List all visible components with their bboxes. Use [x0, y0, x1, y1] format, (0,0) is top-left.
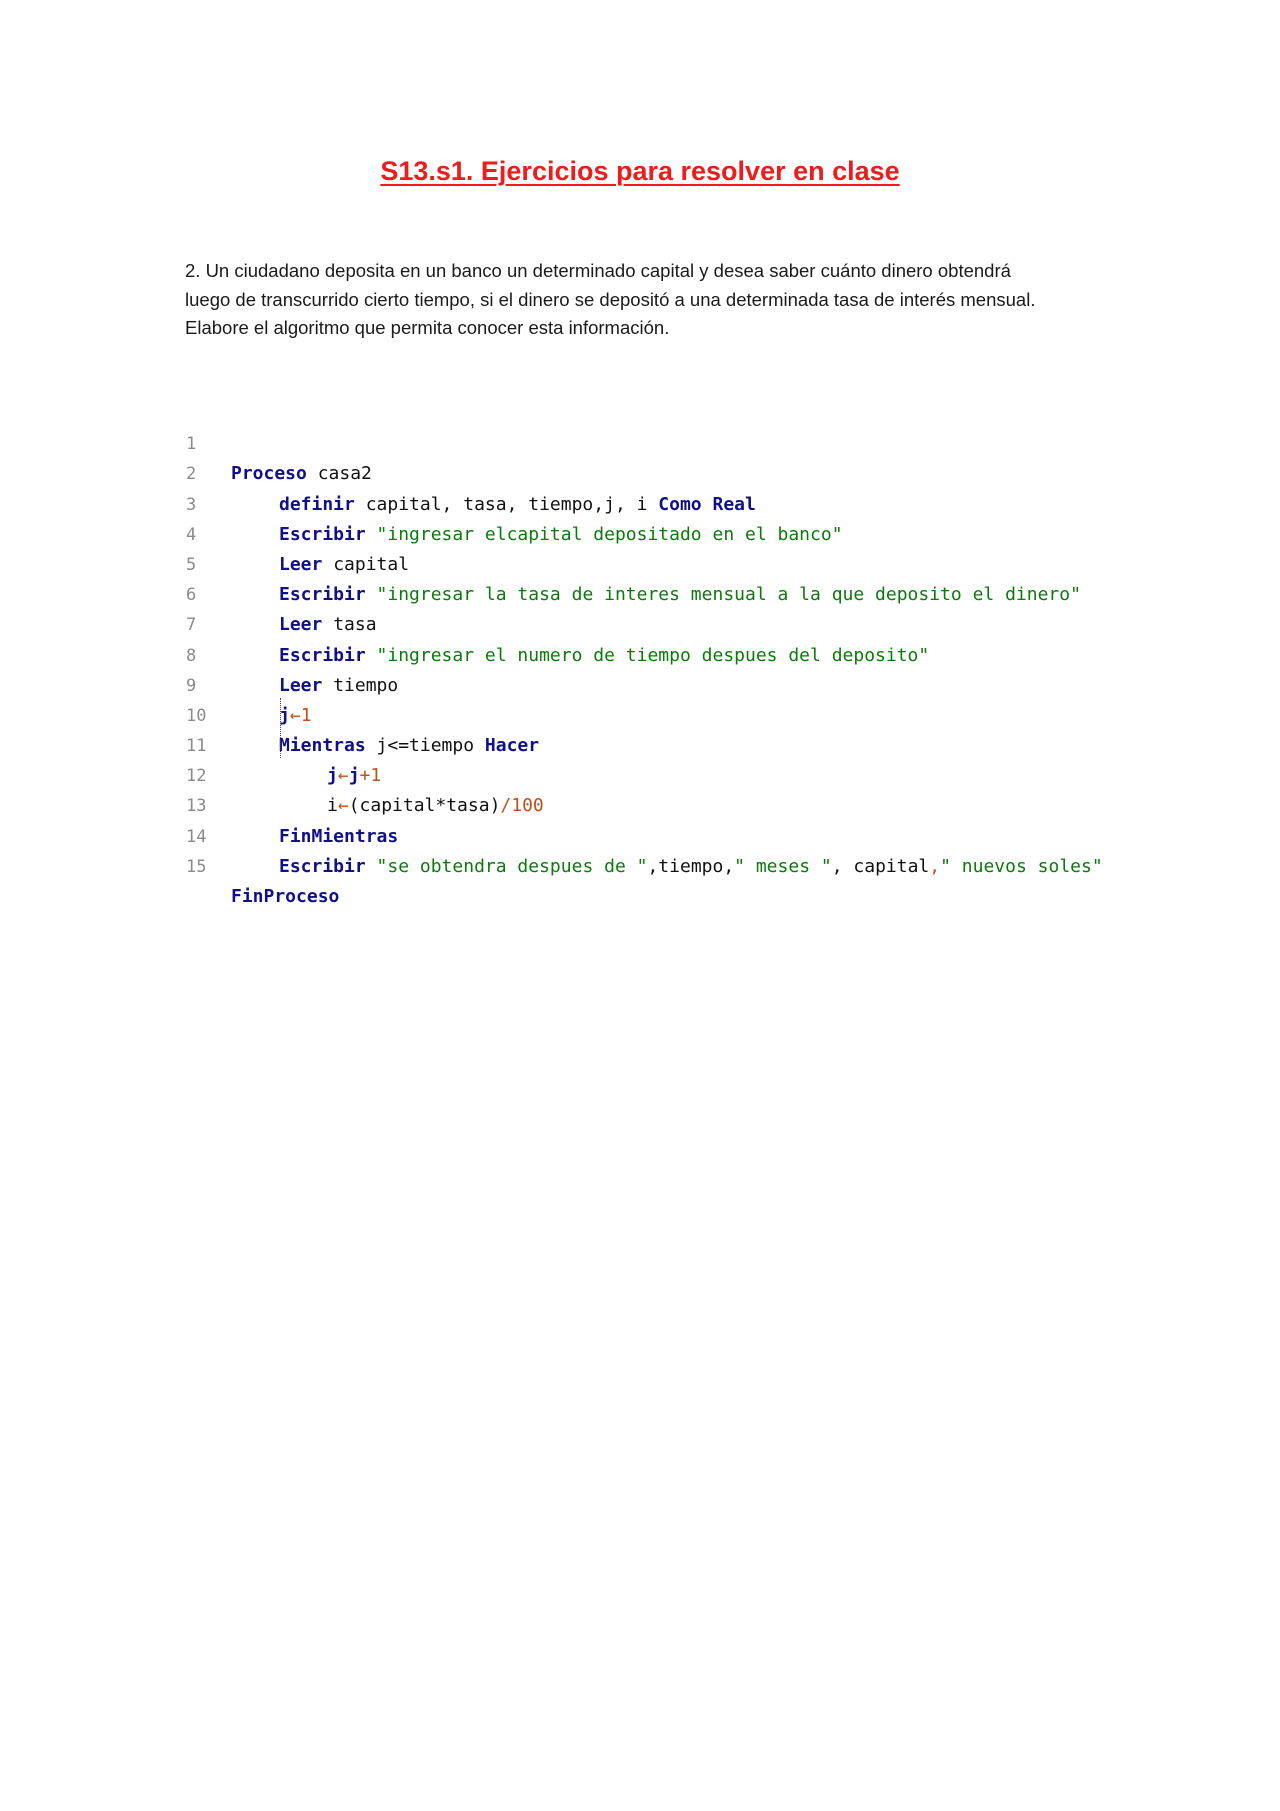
identifier: j — [279, 704, 290, 726]
identifier: tiempo — [322, 674, 399, 696]
keyword: Escribir — [279, 584, 366, 606]
operator: , — [929, 855, 941, 877]
line-number: 12 — [186, 766, 207, 787]
assign-arrow: ← — [289, 704, 301, 726]
identifier: capital, tasa, tiempo,j, i — [354, 493, 659, 515]
line-number: 13 — [186, 796, 207, 817]
code-text — [231, 882, 339, 912]
line-number: 15 — [186, 856, 207, 877]
keyword: Escribir — [279, 523, 366, 545]
page-title: S13.s1. Ejercicios para resolver en clase — [380, 156, 900, 186]
string-literal: " nuevos soles" — [940, 855, 1103, 877]
assign-arrow: ← — [337, 765, 349, 787]
line-number: 3 — [186, 494, 197, 515]
code-line — [186, 399, 1126, 485]
number-literal: 1 — [370, 765, 382, 787]
keyword: Mientras — [279, 735, 366, 757]
line-number: 11 — [186, 736, 207, 757]
keyword: Leer — [279, 553, 323, 575]
keyword: definir — [279, 493, 355, 515]
line-number: 5 — [186, 554, 197, 575]
expression: (capital*tasa) — [348, 795, 501, 817]
string-literal: " meses " — [734, 855, 832, 877]
line-number: 14 — [186, 826, 207, 847]
keyword: Hacer — [484, 735, 540, 757]
keyword: FinMientras — [279, 825, 399, 847]
identifier: capital — [322, 553, 410, 575]
keyword: Como Real — [658, 493, 756, 515]
line-number: 1 — [186, 434, 197, 455]
keyword: Escribir — [279, 855, 366, 877]
code-text — [231, 852, 1103, 882]
line-number: 10 — [186, 705, 207, 726]
line-number: 4 — [186, 524, 197, 545]
pseudocode-listing — [186, 399, 1126, 908]
string-literal: "ingresar el numero de tiempo despues del deposito" — [365, 644, 930, 666]
identifier: ,tiempo, — [647, 855, 735, 877]
identifier: , capital — [831, 855, 930, 877]
identifier: j — [327, 765, 338, 787]
string-literal: "se obtendra despues de " — [365, 855, 648, 877]
line-number: 8 — [186, 645, 197, 666]
statement-line: 2. Un ciudadano deposita en un banco un determinado capital y desea saber cuánto dinero obtendrá — [185, 260, 1011, 281]
assign-arrow: ← — [337, 795, 349, 817]
string-literal: "ingresar elcapital depositado en el banco" — [365, 523, 843, 545]
identifier: i — [327, 795, 338, 817]
operator: + — [359, 765, 371, 787]
statement-line: luego de transcurrido cierto tiempo, si el dinero se depositó a una determinada tasa de interés mensual. — [185, 288, 1036, 310]
keyword: Leer — [279, 674, 323, 696]
string-literal: "ingresar la tasa de interes mensual a la que deposito el dinero" — [365, 584, 1081, 606]
keyword: Proceso — [231, 463, 307, 485]
identifier: j — [348, 765, 360, 787]
line-number: 7 — [186, 615, 197, 636]
number-literal: 1 — [300, 704, 312, 726]
line-number: 2 — [186, 464, 197, 485]
block-guide-line — [280, 698, 281, 758]
keyword: Escribir — [279, 644, 366, 666]
keyword: Leer — [279, 614, 323, 636]
operator: / — [500, 795, 512, 817]
identifier: casa2 — [306, 463, 372, 485]
identifier: tasa — [322, 614, 377, 636]
line-number: 6 — [186, 585, 197, 606]
exercise-statement — [185, 257, 1115, 343]
statement-line: Elabore el algoritmo que permita conocer esta información. — [185, 317, 670, 338]
number-literal: 100 — [511, 795, 544, 817]
line-number: 9 — [186, 675, 197, 696]
identifier: j<=tiempo — [365, 735, 485, 757]
keyword: FinProceso — [231, 886, 340, 908]
